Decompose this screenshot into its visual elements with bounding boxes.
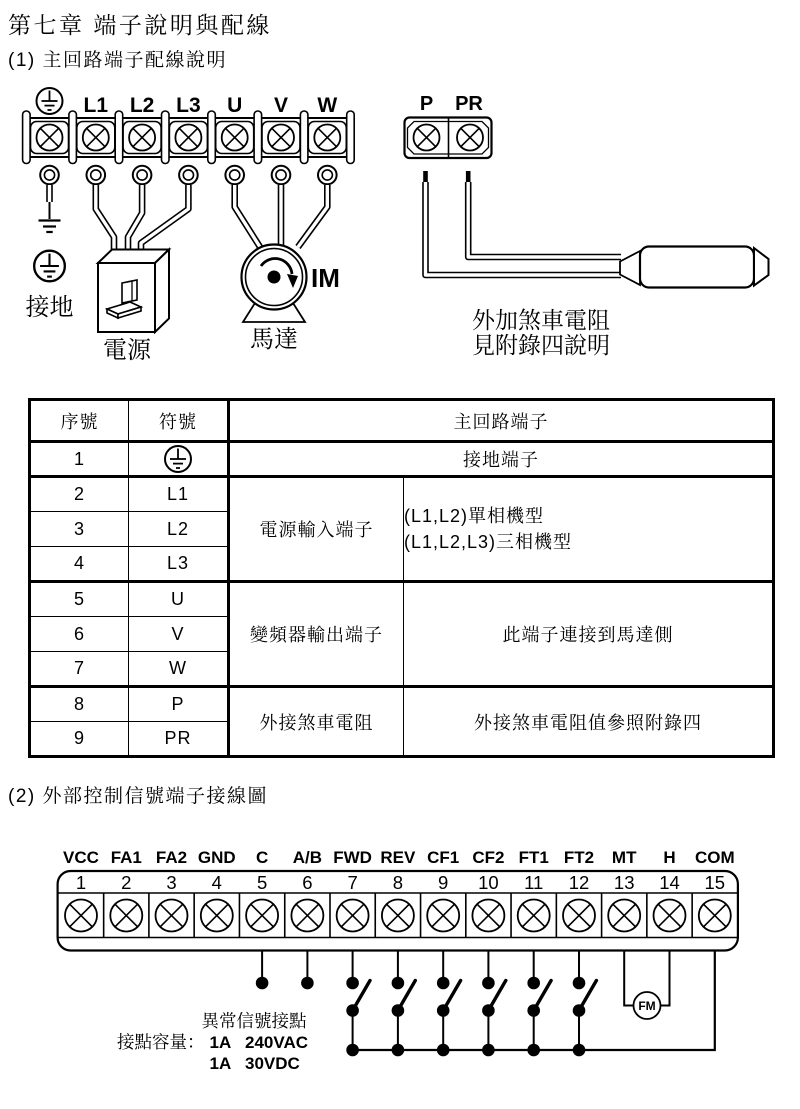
terminal-number: 7 <box>347 872 358 893</box>
screw-terminal-icon <box>414 125 440 151</box>
ring-terminal-icon <box>133 166 152 185</box>
table-row <box>30 582 774 617</box>
screw-terminal-icon <box>268 125 294 151</box>
terminal-label-ft1: FT1 <box>518 848 549 867</box>
terminal-label-ab: A/B <box>292 848 323 867</box>
main-terminal-strip <box>23 88 355 164</box>
screw-terminal-icon <box>291 900 323 932</box>
fault-contact-label: 異常信號接點 <box>201 1011 307 1031</box>
power-source-label: 電源 <box>103 337 151 364</box>
terminal-label-w: W <box>317 94 338 117</box>
terminal-number: 11 <box>524 872 544 893</box>
ring-terminal-icon <box>87 166 106 185</box>
terminal-numbers <box>76 872 725 893</box>
group1-desc-line2: (L1,L2,L3)三相機型 <box>404 532 573 552</box>
cell-symbol-pr: PR <box>129 722 229 757</box>
terminal-label-l1: L1 <box>83 94 109 117</box>
screw-terminal-icon <box>608 900 640 932</box>
cell-group3-label: 外接煞車電阻 <box>229 687 404 757</box>
cell-no-1: 1 <box>30 442 129 477</box>
section2-heading: (2) 外部控制信號端子接線圖 <box>8 786 269 807</box>
screw-terminal-icon <box>472 900 504 932</box>
screw-terminal-icon <box>156 900 188 932</box>
cell-group2-label: 變頻器輸出端子 <box>229 582 404 687</box>
control-terminal-labels <box>63 848 735 867</box>
input-switches <box>346 950 596 1056</box>
screw-terminal-icon <box>457 125 483 151</box>
cell-symbol-l1: L1 <box>129 477 229 512</box>
terminal-label-l3: L3 <box>176 94 201 117</box>
terminal-number: 1 <box>75 872 87 893</box>
screw-terminal-icon <box>314 125 340 151</box>
screw-terminal-icon <box>518 900 550 932</box>
main-circuit-wiring-diagram <box>0 85 800 395</box>
capacity-voltage-2: 30VDC <box>245 1054 300 1073</box>
cell-group1-desc <box>404 477 774 582</box>
screw-terminal-icon <box>129 125 155 151</box>
terminal-label-p: P <box>419 93 434 115</box>
terminal-number: 5 <box>256 872 268 893</box>
terminal-number: 6 <box>302 872 313 893</box>
terminal-number: 2 <box>121 872 132 893</box>
terminal-number: 10 <box>478 872 499 893</box>
screw-terminal-icon <box>201 900 233 932</box>
group1-desc-line1: (L1,L2)單相機型 <box>404 506 545 526</box>
cell-ground-desc: 接地端子 <box>229 442 774 477</box>
terminal-label-u: U <box>227 94 243 117</box>
ring-terminal-icon <box>225 166 244 185</box>
fault-contact-wires <box>256 950 314 989</box>
cell-symbol-v: V <box>129 617 229 652</box>
terminal-label-rev: REV <box>380 848 416 867</box>
screw-terminal-icon <box>83 125 109 151</box>
terminal-label-h: H <box>663 848 676 867</box>
screw-terminal-icon <box>37 125 63 151</box>
terminal-label-c: C <box>255 848 269 867</box>
cell-group1-label: 電源輸入端子 <box>229 477 404 582</box>
earth-icon <box>37 88 63 114</box>
terminal-number: 12 <box>568 872 590 893</box>
contact-rating-note <box>117 1011 308 1073</box>
brake-resistor-wiring <box>423 171 768 358</box>
ring-terminal-icon <box>318 166 337 185</box>
earth-icon <box>34 251 65 282</box>
table-row-ground <box>30 442 774 477</box>
fm-meter-label: FM <box>638 999 656 1013</box>
screw-terminal-icon <box>563 900 595 932</box>
brake-resistor-icon <box>620 247 769 288</box>
cell-no-7: 7 <box>30 652 129 687</box>
brake-resistor-note-line1: 外加煞車電阻 <box>472 307 610 333</box>
cell-no-5: 5 <box>30 582 129 617</box>
section1-heading: (1) 主回路端子配線說明 <box>8 50 228 71</box>
terminal-number: 13 <box>613 872 635 893</box>
ring-terminals <box>40 166 336 185</box>
cell-no-3: 3 <box>30 512 129 547</box>
switch-ft1 <box>527 950 551 1056</box>
earth-icon <box>163 444 193 474</box>
screw-terminal-icon <box>222 125 248 151</box>
cell-no-4: 4 <box>30 547 129 582</box>
switch-ft2 <box>573 950 597 1056</box>
ground-label: 接地 <box>25 294 74 321</box>
ring-terminal-icon <box>272 166 291 185</box>
cell-symbol-p: P <box>129 687 229 722</box>
terminal-label-vcc: VCC <box>63 848 99 867</box>
switch-cf1 <box>437 950 461 1056</box>
terminal-label-cf2: CF2 <box>472 848 505 867</box>
cell-no-2: 2 <box>30 477 129 512</box>
cell-symbol-u: U <box>129 582 229 617</box>
switch-rev <box>392 950 416 1056</box>
cell-symbol-w: W <box>129 652 229 687</box>
motor <box>242 245 340 354</box>
table-row <box>30 477 774 512</box>
terminal-label-gnd: GND <box>197 848 236 867</box>
ring-terminal-icon <box>179 166 198 185</box>
screw-terminal-icon <box>699 900 731 932</box>
screw-terminal-icon <box>110 900 142 932</box>
screw-terminal-icon <box>65 900 97 932</box>
terminal-number: 9 <box>438 872 449 893</box>
capacity-current-2: 1A <box>209 1054 232 1073</box>
power-source-breaker <box>98 250 169 365</box>
table-row <box>30 687 774 722</box>
terminal-label-l2: L2 <box>129 94 155 117</box>
terminal-label-mt: MT <box>611 848 637 867</box>
control-terminal-strip <box>58 871 738 951</box>
frequency-meter <box>624 950 669 1019</box>
switch-cf2 <box>482 950 506 1056</box>
header-symbol: 符號 <box>129 400 229 442</box>
screw-terminal-icon <box>246 900 278 932</box>
capacity-label: 接點容量： <box>117 1032 205 1052</box>
cell-group3-desc: 外接煞車電阻值參照附錄四 <box>404 687 774 757</box>
capacity-voltage-1: 240VAC <box>245 1033 308 1052</box>
ground-assembly <box>26 202 74 321</box>
terminal-label-fwd: FWD <box>333 848 372 867</box>
cell-symbol-l2: L2 <box>129 512 229 547</box>
cell-group2-desc: 此端子連接到馬達側 <box>404 582 774 687</box>
screw-terminal-icon <box>427 900 459 932</box>
cell-no-6: 6 <box>30 617 129 652</box>
terminal-number: 15 <box>704 872 726 893</box>
terminal-number: 8 <box>392 872 404 893</box>
terminal-number: 3 <box>166 872 177 893</box>
cell-no-8: 8 <box>30 687 129 722</box>
terminal-label-pr: PR <box>455 93 483 115</box>
terminal-label-v: V <box>273 94 289 117</box>
terminal-label-fa1: FA1 <box>110 848 142 867</box>
terminal-label-cf1: CF1 <box>427 848 460 867</box>
capacity-current-1: 1A <box>209 1033 232 1052</box>
screw-terminal-icon <box>382 900 414 932</box>
screw-terminal-icon <box>654 900 686 932</box>
screw-terminal-icon <box>337 900 369 932</box>
cell-symbol-l3: L3 <box>129 547 229 582</box>
motor-label: 馬達 <box>250 326 298 353</box>
ring-terminal-icon <box>40 166 59 185</box>
terminal-label-fa2: FA2 <box>155 848 188 867</box>
cell-symbol-ground <box>129 442 229 477</box>
control-signal-wiring-diagram <box>0 835 800 1109</box>
brake-terminal-strip <box>405 93 492 158</box>
screw-terminal-icon <box>175 125 201 151</box>
terminal-number: 4 <box>211 872 222 893</box>
cell-no-9: 9 <box>30 722 129 757</box>
main-terminal-table <box>28 398 775 758</box>
header-no: 序號 <box>30 400 129 442</box>
terminal-number: 14 <box>659 872 680 893</box>
terminal-label-com: COM <box>694 848 735 867</box>
brake-resistor-note-line2: 見附錄四說明 <box>472 332 610 358</box>
header-main: 主回路端子 <box>229 400 774 442</box>
page-title: 第七章 端子說明與配線 <box>8 12 272 38</box>
terminal-label-ft2: FT2 <box>563 848 595 867</box>
switch-fwd <box>346 950 370 1056</box>
motor-type-label: IM <box>311 263 340 293</box>
table-header-row <box>30 400 774 442</box>
